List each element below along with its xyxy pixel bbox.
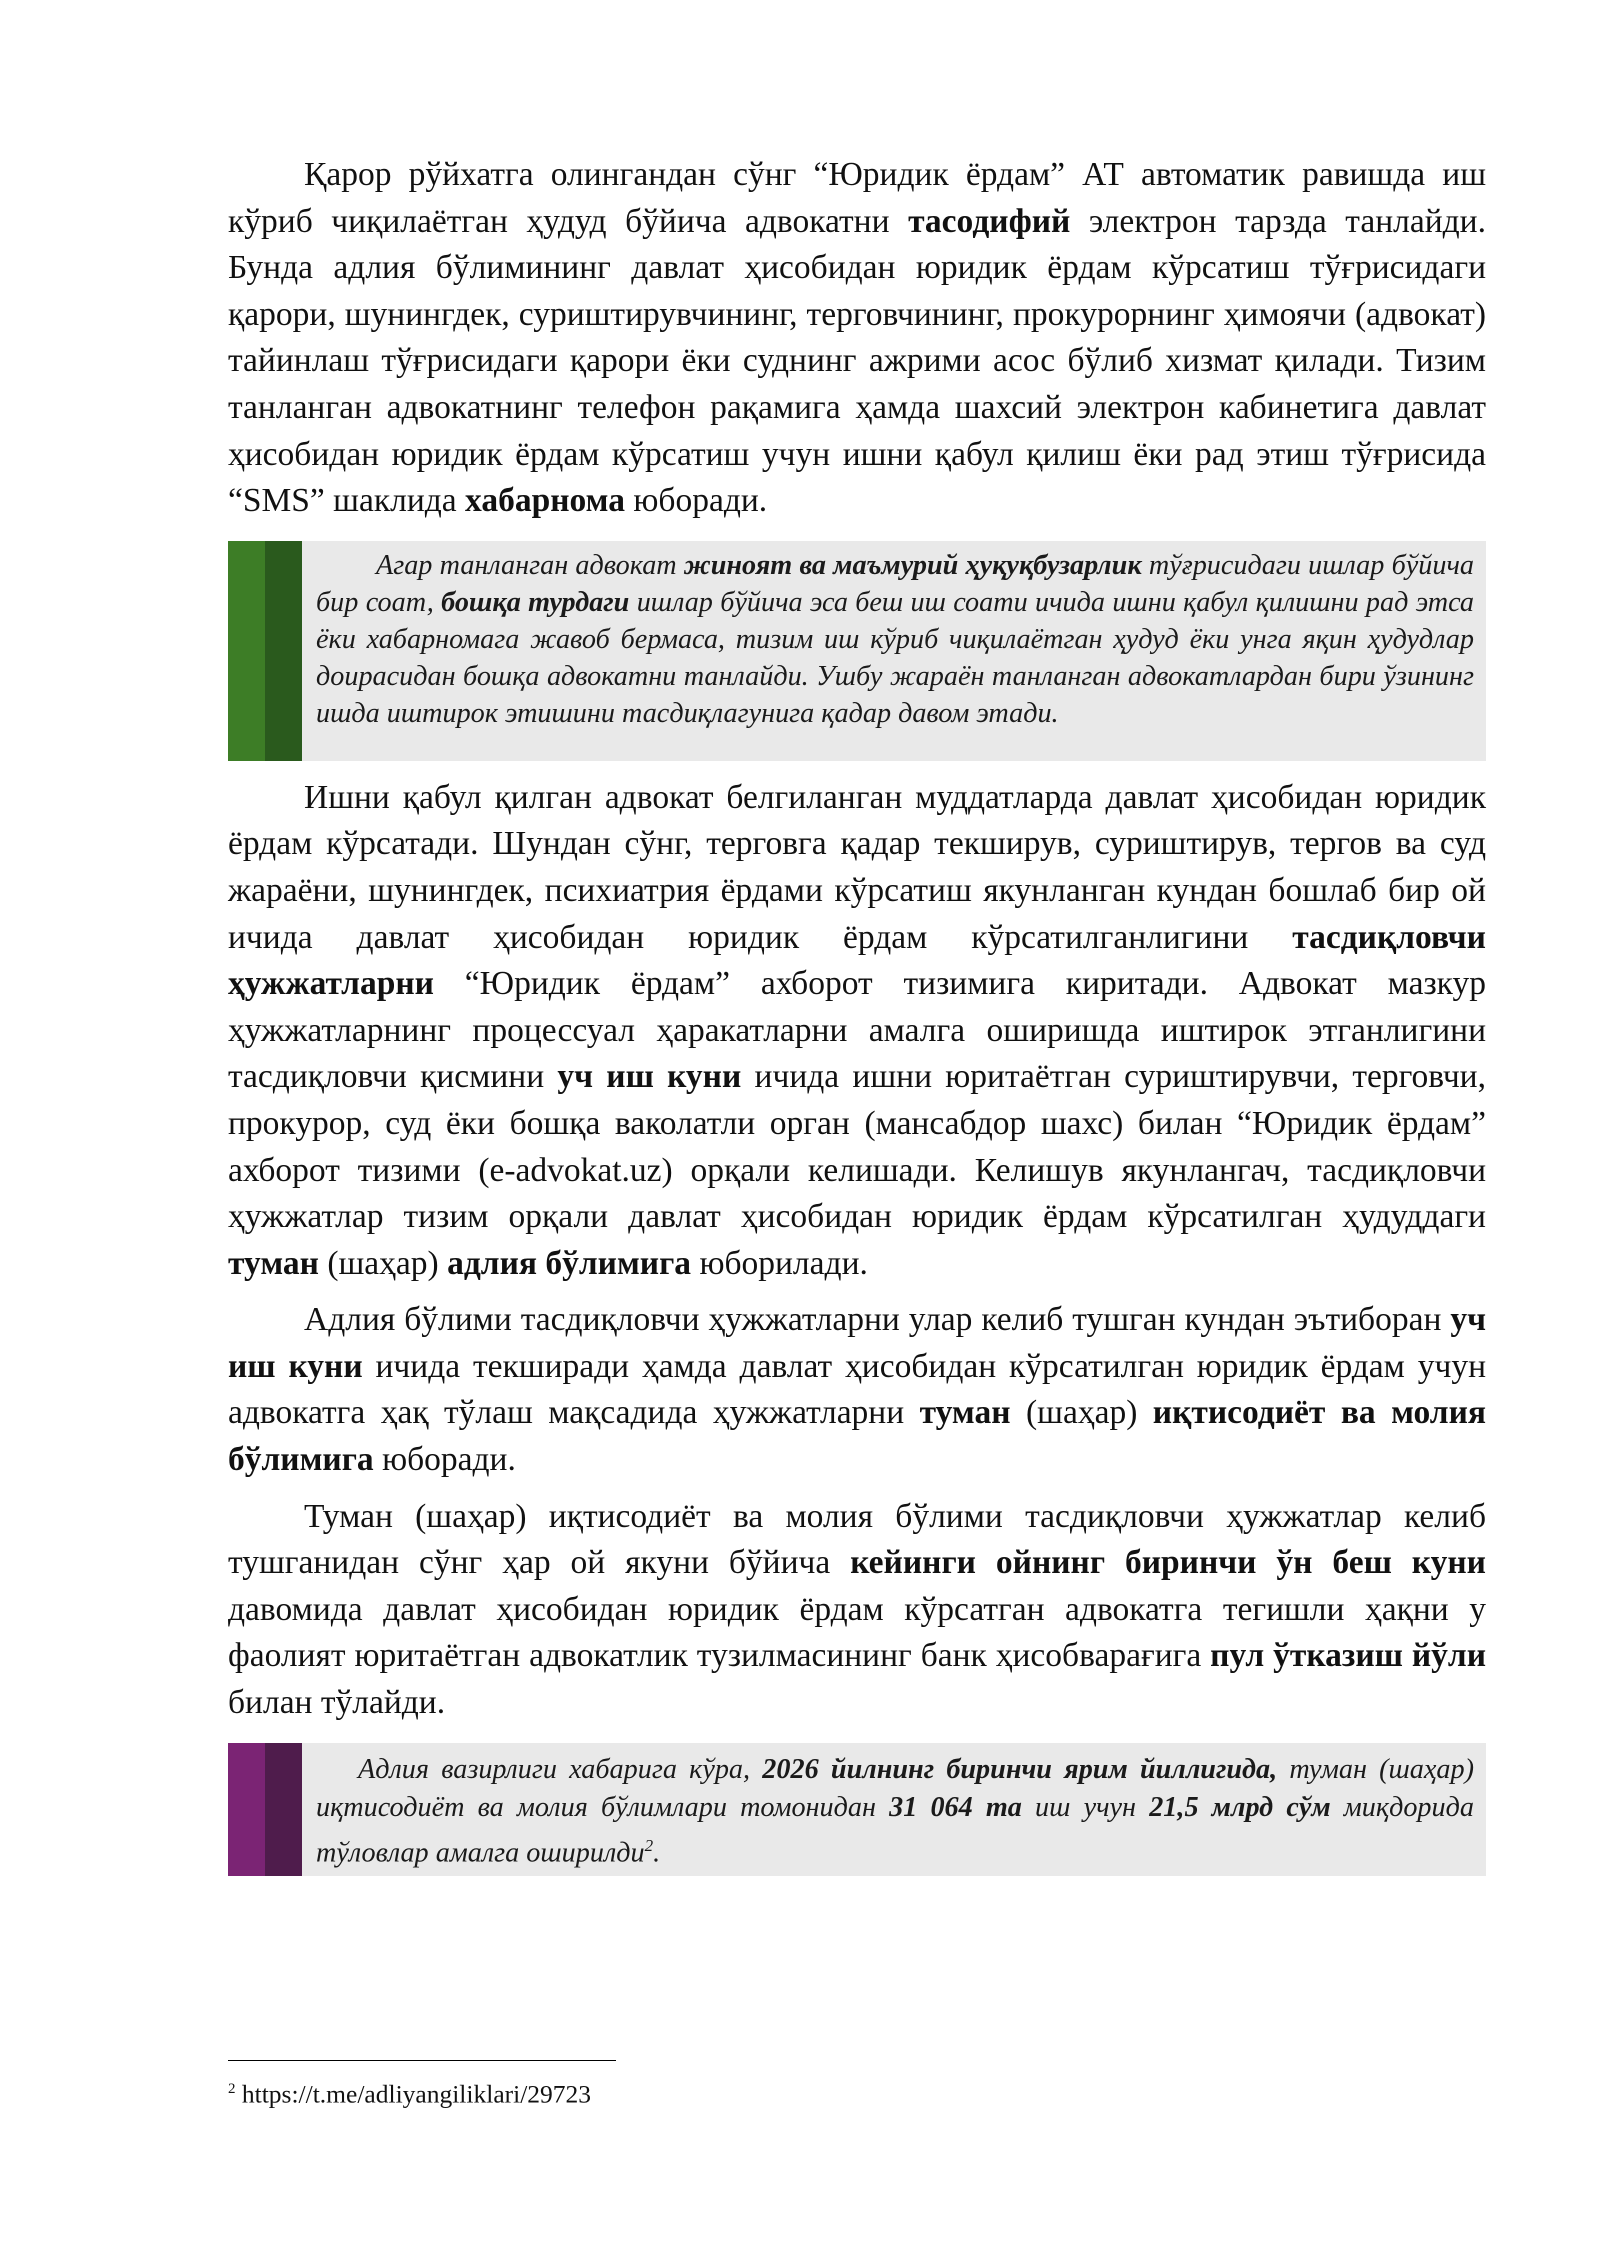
text-run: . [653,1837,661,1869]
bold-run: кейинги ойнинг биринчи ўн беш куни [850,1544,1486,1582]
bold-run: тасодифий [908,202,1071,240]
text-run: Адлия бўлими тасдиқловчи ҳужжатларни улар келиб тушган кундан эътиборан [304,1301,1451,1339]
text-run: Адлия вазирлиги хабарига кўра, [358,1753,763,1785]
text-run: давомида давлат ҳисобидан юридик ёрдам кўрсатган адвокатга тегишли ҳақни у фаолият юритаётган адвокатлик тузилмасининг банк ҳисобварағига [228,1590,1486,1675]
text-run: Ишни қабул қилган адвокат белгиланган муддатларда давлат ҳисобидан юридик ёрдам кўрсатади. Шундан сўнг, терговга қадар текширув, суриштирув, тергов ва суд жараёни, шунингдек, психиатрия ёрдами кўрсатиш якунланган кундан бошлаб бир ой ичида давлат ҳисобидан юридик ёрдам кўрсатилганлигини [228,778,1486,956]
bold-run: тасдиқловчи ҳужжатларни [228,918,1486,1003]
callout-accent-bar [265,1743,302,1876]
footnote [228,2074,591,2110]
bold-run: хабарнома [465,482,625,520]
text-run: тўғрисидаги ишлар бўйича бир соат, [316,549,1474,618]
footnote-number: 2 [228,2081,236,2097]
bold-run: 21,5 млрд сўм [1149,1791,1331,1823]
callout-accent-bar [265,541,302,761]
text-run: юборади. [373,1441,516,1479]
footnote-separator [228,2060,616,2061]
callout-text [316,1751,1474,1872]
footnote-link[interactable]: https://t.me/adliyangiliklari/29723 [235,2079,592,2109]
text-run: ишлар бўйича эса беш иш соати ичида ишни қабул қилишни рад этса ёки хабарномага жавоб бермаса, тизим иш кўриб чиқилаётган ҳудуд ёки унга яқин ҳудудлар доирасидан бошқа адвокатни танлайди. Ушбу жараён танланган адвокатлардан бири ўзининг ишда иштирок этишини тасдиқлагунига қадар давом этади. [316,586,1474,729]
text-run: “Юридик ёрдам” ахборот тизимига киритади. Адвокат мазкур ҳужжатларнинг процессуал ҳаракатларни амалга оширишда иштирок этганлигини тасдиқловчи қисмини [228,965,1486,1096]
text-run: ичида текширади ҳамда давлат ҳисобидан кўрсатилган юридик ёрдам учун адвокатга ҳақ тўлаш мақсадида ҳужжатларни [228,1347,1487,1432]
bold-run: 31 064 та [889,1791,1022,1823]
bold-run: бошқа турдаги [441,586,630,618]
paragraph-lawyer-documents [228,775,1486,1288]
text-run: ичида ишни юритаётган суриштирувчи, терговчи, прокурор, суд ёки бошқа ваколатли орган (мансабдор шахс) билан “Юридик ёрдам” ахборот тизими (e-advokat.uz) орқали келишади. Келишув якунлангач, тасдиқловчи ҳужжатлар тизим орқали давлат ҳисобидан юридик ёрдам кўрсатилган ҳудуддаги [228,1058,1486,1236]
text-run: Қарор рўйхатга олингандан сўнг “Юридик ёрдам” АТ автоматик равишда иш кўриб чиқилаётган ҳудуд бўйича адвокатни [228,156,1486,240]
text-run: Туман (шаҳар) иқтисодиёт ва молия бўлими тасдиқловчи ҳужжатлар келиб тушганидан сўнг ҳар ой якуни бўйича [228,1497,1486,1582]
text-run: юборилади. [691,1244,868,1282]
text-run: миқдорида тўловлар амалга оширилди [316,1791,1474,1869]
paragraph-finance-payment [228,1494,1486,1727]
bold-run: иқтисодиёт ва молия бўлимига [228,1394,1486,1479]
page-content [228,152,1486,1890]
callout-accent-bar [228,1743,265,1876]
footnote-reference[interactable]: 2 [644,1835,654,1855]
callout-accent-bar [228,541,265,761]
bold-run: 2026 йилнинг биринчи ярим йиллигида, [762,1753,1278,1785]
paragraph-justice-department [228,1297,1486,1483]
paragraph-decision-registration [228,152,1486,525]
text-run: (шаҳар) [1010,1394,1153,1432]
bold-run: адлия бўлимига [447,1244,692,1282]
text-run: билан тўлайди. [228,1684,446,1722]
text-run: туман (шаҳар) иқтисодиёт ва молия бўлимлари томонидан [316,1753,1474,1823]
bold-run: уч иш куни [228,1301,1486,1385]
text-run: Агар танланган адвокат [376,549,684,581]
text-run: иш учун [1021,1791,1150,1823]
text-run: (шаҳар) [318,1244,448,1282]
callout-text [316,547,1474,732]
bold-run: жиноят ва маъмурий ҳуқуқбузарлик [683,549,1142,581]
callout-rejection-note [228,541,1486,761]
text-run: юборади. [625,482,768,520]
bold-run: туман [919,1394,1011,1432]
bold-run: уч иш куни [557,1058,742,1096]
callout-payment-statistics [228,1743,1486,1876]
bold-run: пул ўтказиш йўли [1210,1637,1486,1675]
bold-run: туман [228,1244,319,1282]
text-run: электрон тарзда танлайди. Бунда адлия бўлимининг давлат ҳисобидан юридик ёрдам кўрсатиш тўғрисидаги қарори, шунингдек, суриштирувчининг, терговчининг, прокурорнинг ҳимоячи (адвокат) тайинлаш тўғрисидаги қарори ёки суднинг ажрими асос бўлиб хизмат қилади. Тизим танланган адвокатнинг телефон рақамига ҳамда шахсий электрон кабинетига давлат ҳисобидан юридик ёрдам кўрсатиш учун ишни қабул қилиш ёки рад этиш тўғрисида “SMS” шаклида [228,202,1486,520]
